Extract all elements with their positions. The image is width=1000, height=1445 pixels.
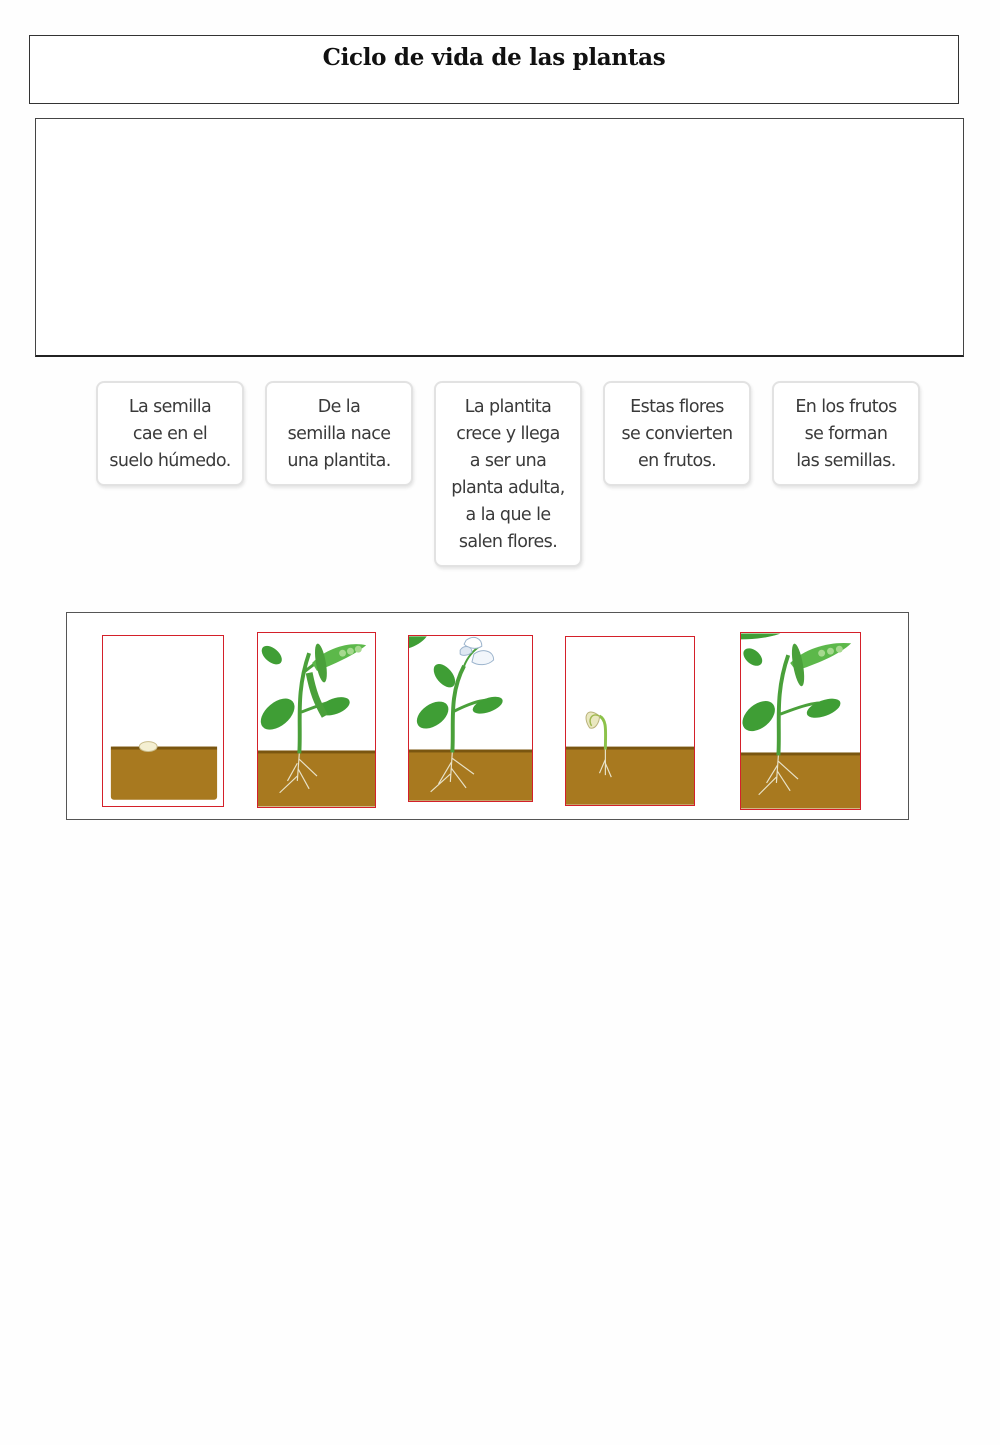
text-card-sprout-born[interactable]: De la semilla nace una plantita. [265,381,413,486]
stage-image-plant-pods[interactable] [257,632,376,808]
stage-image-plant-flowers[interactable] [408,635,533,802]
stage-image-seed[interactable] [102,635,224,807]
stage-image-plant-fruit[interactable] [740,632,861,810]
stage-image-sprout[interactable] [565,636,695,806]
sprout-icon [566,637,694,805]
text-card-seed-falls[interactable]: La semilla cae en el suelo húmedo. [96,381,244,486]
plant-with-pods-icon [258,633,375,807]
text-card-adult-plant[interactable]: La plantita crece y llega a ser una planta adulta, a la que le salen flores. [434,381,582,567]
images-container [66,612,909,820]
page-title: Ciclo de vida de las plantas [322,44,666,71]
text-card-flowers-to-fruit[interactable]: Estas flores se convierten en frutos. [603,381,751,486]
text-cards [0,0,1000,600]
text-card-seeds-formed[interactable]: En los frutos se forman las semillas. [772,381,920,486]
plant-with-flowers-icon [409,636,532,801]
plant-with-fruit-icon [741,633,860,809]
seed-on-soil-icon [103,636,223,806]
